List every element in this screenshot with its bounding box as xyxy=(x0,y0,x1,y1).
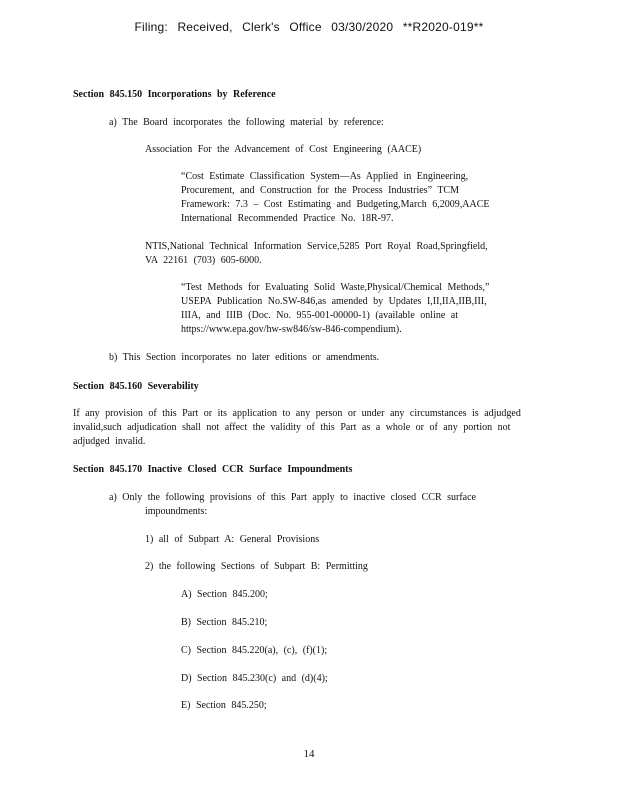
aace-reference: “Cost Estimate Classification System—As Applied in Engineering, Procurement, and Construction for the Process Industries” TCM Framework: 7.3 – Cost Estimating and Budgeting,March 6,2009,AACE International Recommended Practice No. 18R-97. xyxy=(181,171,490,224)
severability-body: If any provision of this Part or its application to any person or under any circumstances is adjudged invalid,such adjudication shall not affect the validity of this Part as a whole or of any portion not adjudged invalid. xyxy=(73,408,521,447)
ntis-reference: “Test Methods for Evaluating Solid Waste,Physical/Chemical Methods,” USEPA Publication No.SW-846,as amended by Updates I,II,IIA,IIB,III, IIIA, and IIIB (Doc. No. 955-001-00000-1) (available online at https://www.epa.gov/hw-sw846/sw-846-compendium). xyxy=(181,282,490,335)
ntis-organization: NTIS,National Technical Information Service,5285 Port Royal Road,Springfield, VA 22161 (703) 605-6000. xyxy=(145,241,488,266)
section-845-170-a-line1: a) Only the following provisions of this Part apply to inactive closed CCR surface xyxy=(109,492,476,503)
section-845-150-heading: Section 845.150 Incorporations by Reference xyxy=(73,89,276,100)
subpart-b-item: 2) the following Sections of Subpart B: Permitting xyxy=(145,561,368,572)
section-845-170-a-line2: impoundments: xyxy=(145,506,208,517)
filing-header: Filing: Received, Clerk's Office 03/30/2020 **R2020-019** xyxy=(134,20,484,34)
section-item-b: B) Section 845.210; xyxy=(181,617,268,628)
section-845-150-a: a) The Board incorporates the following material by reference: xyxy=(109,117,384,128)
page-number: 14 xyxy=(303,748,315,760)
section-item-d: D) Section 845.230(c) and (d)(4); xyxy=(181,673,328,684)
section-item-e: E) Section 845.250; xyxy=(181,700,267,711)
section-item-a: A) Section 845.200; xyxy=(181,589,268,600)
section-845-160-heading: Section 845.160 Severability xyxy=(73,381,199,392)
section-845-170-heading: Section 845.170 Inactive Closed CCR Surface Impoundments xyxy=(73,464,353,475)
subpart-a-item: 1) all of Subpart A: General Provisions xyxy=(145,534,320,545)
section-845-150-b: b) This Section incorporates no later editions or amendments. xyxy=(109,352,380,363)
aace-organization: Association For the Advancement of Cost Engineering (AACE) xyxy=(145,144,422,155)
section-item-c: C) Section 845.220(a), (c), (f)(1); xyxy=(181,645,328,656)
